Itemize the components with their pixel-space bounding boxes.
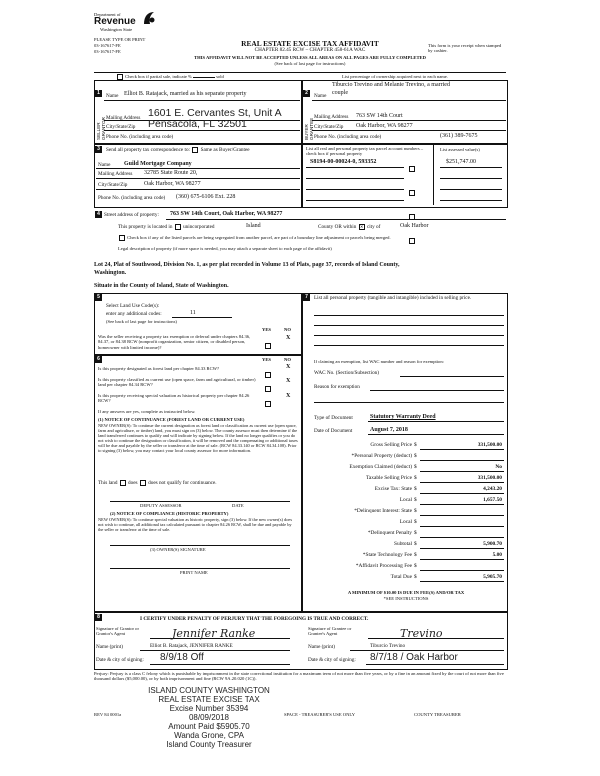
- sale-row: [310, 550, 504, 561]
- tax-mailing-rule: [96, 178, 300, 179]
- sale-row-label: Local: [399, 519, 412, 525]
- print-name-label: PRINT NAME: [180, 570, 208, 575]
- assessed-header: List assessed value(s): [440, 147, 480, 152]
- q1-yes-checkbox[interactable]: [265, 372, 271, 378]
- dor-logo-icon: [142, 10, 156, 26]
- section-6-number: 6: [95, 356, 102, 363]
- sale-row-value[interactable]: 4,243.20: [483, 486, 502, 492]
- same-as-buyer-label: Same as Buyer/Grantee: [200, 147, 250, 154]
- pp-checkbox-1[interactable]: [409, 166, 415, 172]
- sale-row-rule: [420, 471, 504, 472]
- sale-row-currency: $: [414, 442, 417, 448]
- section-4-number: 4: [95, 211, 102, 218]
- sale-row: [310, 506, 504, 517]
- tax-correspondence-label: [106, 147, 250, 153]
- county-label: County OR within: [318, 224, 357, 231]
- tax-city-label: City/State/Zip: [98, 182, 128, 188]
- sale-row-currency: $: [414, 486, 417, 492]
- treasurer-stamp: [134, 686, 284, 749]
- seller-city-rule: [104, 130, 300, 131]
- pp-rule-2: [314, 325, 504, 326]
- land-use-yes: YES: [262, 327, 271, 332]
- buyer-name-line1[interactable]: Tiburcio Trevino and Melanie Trevino, a married: [332, 82, 450, 88]
- seller-name-rule: [104, 100, 300, 101]
- reason-rule-2: [314, 402, 504, 403]
- doc-type[interactable]: Statutory Warranty Deed: [370, 414, 436, 420]
- county-treasurer-label: COUNTY TREASURER: [414, 712, 461, 717]
- sale-row: [310, 484, 504, 495]
- sale-row-currency: $: [414, 574, 417, 580]
- name-left[interactable]: Elliot B. Ratajack, JENNIFER RANKE: [150, 643, 233, 649]
- tax-mailing[interactable]: 32785 State Route 20,: [144, 170, 198, 176]
- stamp-line-5: Amount Paid $5905.70: [168, 722, 250, 731]
- parcel-rule-2: [306, 178, 404, 179]
- name-right-label: Name (print): [308, 644, 335, 650]
- dept-of-text: Department of: [94, 12, 121, 17]
- doc-type-rule: [368, 421, 504, 422]
- sale-row-rule: [420, 570, 504, 571]
- section-1-number: 1: [95, 90, 102, 97]
- tax-phone[interactable]: (360) 675-6106 Ext. 228: [176, 194, 236, 200]
- notice1-body: NEW OWNER(S): To continue the current designation as forest land or classification as current use (open space, farm and agriculture, or timber) land, you must sign on (3) below. The county assessor must then determine if the land transferred continues to qualify and will indicate by signing below. If the land no longer qualifies or you do not wish to continue the designation or classification, it will be removed and the compensating or additional taxes will be due and payable by the seller or transferor at the time of sale. (RCW 84.33.140 or RCW 84.34.108). Prior to signing (3) below, you may contact your local county assessor for more information.: [98, 423, 298, 453]
- exempt-no-mark: X: [286, 335, 291, 341]
- land-use-exempt-q: Was the seller receiving a property tax exemption or deferral under chapters 84.36, 84.37, or 84.38 RCW (nonprofit organization, senior citizen, or disabled person, homeowner with limited income)?: [98, 334, 251, 350]
- buyer-side-label: BUYER GRANTEE: [304, 117, 314, 140]
- street-rule: [166, 219, 506, 220]
- parcel-number[interactable]: S8194-00-00024-0, 593352: [310, 159, 377, 165]
- date-right[interactable]: 8/7/18 / Oak Harbor: [370, 652, 458, 663]
- sale-row-currency: $: [414, 453, 417, 459]
- sale-row: [310, 440, 504, 451]
- sale-row-label: Excise Tax: State: [374, 486, 412, 492]
- seller-phone-label: Phone No. (including area code): [106, 134, 174, 140]
- form-warning: THIS AFFIDAVIT WILL NOT BE ACCEPTED UNLESS ALL AREAS ON ALL PAGES ARE FULLY COMPLETED: [194, 55, 426, 60]
- sale-row-currency: $: [414, 508, 417, 514]
- tax-mailing-label: Mailing Address: [98, 171, 133, 177]
- sale-row-label: *Personal Property (deduct): [351, 453, 412, 459]
- receipt-note: This form is your receipt when stamped by cashier.: [428, 43, 502, 54]
- sale-row-rule: [420, 526, 504, 527]
- personal-property-label: List all personal property (tangible and intangible) included in selling price.: [314, 295, 472, 301]
- tax-correspondence-text: Send all property tax correspondence to:: [106, 147, 190, 154]
- partial-line: [94, 72, 506, 73]
- segregated-checkbox[interactable]: [119, 235, 125, 241]
- notice1-title: (1) NOTICE OF CONTINUANCE (FOREST LAND OR CURRENT USE): [98, 417, 245, 422]
- section-5-number: 5: [95, 294, 102, 301]
- located-row: [118, 224, 508, 230]
- county-value[interactable]: Island: [246, 223, 261, 229]
- sale-row-label: Taxable Selling Price: [365, 475, 412, 481]
- revenue-text: Revenue: [94, 16, 136, 27]
- wac-rule: [400, 376, 504, 377]
- legal-line-2: Washington.: [94, 270, 127, 276]
- forest-q3-yes: [264, 395, 272, 413]
- land-use-code-rule: [172, 317, 232, 318]
- date-right-label: Date & city of signing:: [308, 657, 356, 663]
- seller-name-label: Name: [106, 93, 119, 99]
- sale-row-rule: [420, 504, 504, 505]
- sale-row-rule: [420, 537, 504, 538]
- parcel-rule-1: [306, 167, 404, 168]
- sale-row-currency: $: [414, 497, 417, 503]
- sale-row-currency: $: [414, 475, 417, 481]
- sale-row: [310, 572, 504, 583]
- sold-label: sold: [216, 74, 224, 80]
- assessed-rule-3: [440, 189, 502, 190]
- sale-row-currency: $: [414, 519, 417, 525]
- land-does-label: This land: [98, 480, 118, 487]
- sale-row: [310, 561, 504, 572]
- doc-date[interactable]: August 7, 2018: [370, 427, 408, 433]
- name-left-label: Name (print): [96, 644, 123, 650]
- date-left-rule: [150, 664, 290, 665]
- sale-row-currency: $: [414, 541, 417, 547]
- stamp-line-6: Wanda Grone, CPA: [174, 731, 244, 740]
- seller-mailing-label: Mailing Address: [106, 115, 141, 121]
- sale-row: [310, 528, 504, 539]
- sale-row-rule: [420, 581, 504, 582]
- unincorporated-label: unincorporated: [183, 224, 215, 231]
- buyer-city-label: City/State/Zip: [314, 124, 344, 130]
- land-use-additional-label: enter any additional codes:: [106, 311, 162, 317]
- sale-row-label: Subtotal: [394, 541, 412, 547]
- sale-row-rule: [420, 515, 504, 516]
- pp-rule-4: [314, 345, 504, 346]
- land-use-select-label: Select Land Use Code(s):: [106, 303, 160, 309]
- print-name-rule: [110, 568, 290, 569]
- street-address[interactable]: 763 SW 14th Court, Oak Harbor, WA 98277: [170, 211, 283, 217]
- date-right-rule: [366, 664, 504, 665]
- sale-row-value[interactable]: 5,900.70: [483, 541, 502, 547]
- seller-city[interactable]: Pensacola, FL 32501: [148, 118, 247, 130]
- please-type: PLEASE TYPE OR PRINT: [94, 37, 146, 42]
- section-2-number: 2: [303, 90, 310, 97]
- tax-city-rule: [96, 189, 300, 190]
- sale-row: [310, 462, 504, 473]
- legal-line-3: Situate in the County of Island, State of Washington.: [94, 283, 229, 289]
- buyer-name-rule: [312, 100, 506, 101]
- minimum-note: A MINIMUM OF $10.00 IS DUE IN FEE(S) AND/OR TAX: [347, 590, 465, 595]
- date-left[interactable]: 8/9/18 Off: [160, 652, 204, 663]
- sale-row-value[interactable]: No: [495, 464, 502, 470]
- owner-sig-label: (3) OWNER(S) SIGNATURE: [150, 547, 206, 552]
- treasurer-use-label: SPACE - TREASURER'S USE ONLY: [284, 712, 356, 717]
- sale-row-rule: [420, 493, 504, 494]
- sale-row-label: *Delinquent Interest: State: [354, 508, 412, 514]
- form-code-1: 03-167617-FE: [94, 43, 121, 48]
- sale-row: [310, 539, 504, 550]
- name-right[interactable]: Tiburcio Trevino: [370, 643, 406, 649]
- seller-name[interactable]: Elliot B. Ratajack, married as his separate property: [124, 91, 247, 97]
- street-label: Street address of property:: [104, 212, 159, 218]
- sale-row-label: Exemption Claimed (deduct): [349, 464, 412, 470]
- assessed-rule-4: [440, 200, 502, 201]
- assessed-rule-2: [440, 178, 502, 179]
- sale-row-currency: $: [414, 464, 417, 470]
- land-parcels-row: [118, 235, 508, 241]
- deputy-rule: [110, 501, 290, 502]
- notice2-title: (2) NOTICE OF COMPLIANCE (HISTORIC PROPERTY): [110, 511, 229, 516]
- parcel-col-divider: [433, 145, 434, 205]
- sale-row-label: *Delinquent Penalty: [367, 530, 412, 536]
- assessed-rule-1: [440, 167, 502, 168]
- tax-name-label: Name: [98, 162, 111, 168]
- sale-row-value[interactable]: 331,500.00: [477, 475, 502, 481]
- county-row: [318, 224, 380, 230]
- assessed-value[interactable]: $251,747.00: [446, 159, 476, 165]
- seller-side-label: SELLER GRANTOR: [96, 117, 106, 140]
- sale-row-rule: [420, 548, 504, 549]
- forest-if-yes: If any answers are yes, complete as instructed below.: [98, 409, 196, 414]
- buyer-name-line2[interactable]: couple: [332, 90, 348, 96]
- tax-name-rule: [96, 168, 300, 169]
- buyer-mailing[interactable]: 763 SW 14th Court: [356, 113, 403, 119]
- does-label: does: [128, 480, 138, 487]
- seller-city-label: City/State/Zip: [106, 124, 136, 130]
- parcel-header: List all real and personal property tax parcel account numbers – check box if personal property: [306, 146, 424, 157]
- date-left-label: Date & city of signing:: [96, 657, 144, 663]
- sale-row-value[interactable]: 1,657.50: [483, 497, 502, 503]
- owner-sig-rule: [110, 545, 290, 546]
- form-code-2: 03-167617-FE: [94, 49, 121, 54]
- stamp-line-3: Excise Number 35394: [169, 704, 249, 713]
- city-value[interactable]: Oak Harbor: [400, 223, 429, 229]
- sale-row-value[interactable]: 331,500.00: [477, 442, 502, 448]
- located-label: This property is located in: [118, 224, 173, 231]
- tax-city[interactable]: Oak Harbor, WA 98277: [144, 181, 201, 187]
- sale-row-rule: [420, 559, 504, 560]
- within-city-checkbox[interactable]: ✕: [359, 224, 364, 229]
- sale-row-currency: $: [414, 530, 417, 536]
- sale-row-currency: $: [414, 563, 417, 569]
- section-3-number: 3: [95, 146, 102, 153]
- land-use-see-back: (See back of last page for instructions): [106, 319, 177, 324]
- form-subtitle: CHAPTER 82.45 RCW – CHAPTER 458-61A WAC: [254, 47, 366, 53]
- deputy-date-label: DATE: [232, 503, 244, 508]
- tax-phone-label: Phone No. (including area code): [98, 195, 166, 201]
- sale-row-currency: $: [414, 552, 417, 558]
- see-instructions-note: *SEE INSTRUCTIONS: [383, 596, 429, 601]
- forest-q2: Is this property classified as current use (open space, farm and agricultural, or timber) land per chapter 84.34 RCW?: [98, 377, 256, 388]
- tax-name[interactable]: Guild Mortgage Company: [124, 161, 192, 167]
- buyer-mailing-label: Mailing Address: [314, 114, 349, 120]
- q2-yes-checkbox[interactable]: [265, 386, 271, 392]
- segregated-label: Check box if any of the listed parcels are being segregated from another parcel, are part of a boundary line adjustment or parcels being merged.: [127, 235, 391, 241]
- parcel-rule-4: [306, 200, 404, 201]
- forest-no: NO: [284, 357, 291, 362]
- pp-checkbox-2[interactable]: [409, 190, 415, 196]
- stamp-line-7: Island County Treasurer: [166, 740, 252, 749]
- same-as-buyer-checkbox[interactable]: [192, 147, 198, 153]
- land-use-code[interactable]: 11: [190, 310, 196, 316]
- forest-yes: YES: [262, 357, 271, 362]
- sale-row-label: Total Due: [390, 574, 412, 580]
- partial-sale-label: Check box if partial sale, indicate %: [125, 74, 192, 80]
- pp-rule-3: [314, 335, 504, 336]
- buyer-name-label: Name: [314, 93, 327, 99]
- buyer-mailing-rule: [312, 120, 506, 121]
- sale-row-label: Gross Selling Price: [370, 442, 412, 448]
- exempt-yes-checkbox[interactable]: [265, 343, 271, 349]
- sale-row-rule: [420, 449, 504, 450]
- forest-q1: Is this property designated as forest land per chapter 84.33 RCW?: [98, 366, 220, 371]
- name-right-rule: [350, 650, 504, 651]
- land-does-row: [98, 480, 217, 486]
- forest-q2-ans: X: [286, 378, 291, 384]
- sale-row: [310, 495, 504, 506]
- washington-state-text: Washington State: [100, 27, 133, 32]
- does-not-checkbox[interactable]: [140, 480, 146, 486]
- land-use-exempt-checks: [264, 337, 272, 355]
- sale-row-label: Local: [399, 497, 412, 503]
- stamp-line-2: REAL ESTATE EXCISE TAX: [158, 695, 260, 704]
- name-left-rule: [140, 650, 290, 651]
- reason-label: Reason for exemption: [314, 384, 360, 390]
- section-7-number: 7: [303, 294, 310, 301]
- buyer-city[interactable]: Oak Harbor, WA 98277: [356, 123, 413, 129]
- dor-logo: [94, 12, 154, 38]
- parcel-rule-3: [306, 189, 404, 190]
- wac-label: WAC No. (Section/Subsection): [314, 370, 379, 376]
- perjury-statement: Perjury: Perjury is a class C felony which is punishable by imprisonment in the state correctional institution for a maximum term of not more than five years, or by a fine in an amount fixed by the court of not more than five thousand dollars ($5,000.00), or by both imprisonment and fine (RCW 9A.20.020 (1C)).: [94, 671, 504, 682]
- sale-row: [310, 473, 504, 484]
- rev-code: REV 84 0001a: [94, 712, 122, 717]
- sale-table: [310, 440, 504, 583]
- pp-rule-1: [314, 315, 504, 316]
- notice2-body: NEW OWNER(S): To continue special valuation as historic property, sign (3) below. If the new owner(s) does not wish to continue, all additional tax calculated pursuant to chapter 84.26 RCW, shall be due and payable by the seller or transferor at the time of sale.: [98, 517, 293, 532]
- forest-q3: Is this property receiving special valuation as historical property per chapter 84.26 RCW?: [98, 393, 250, 404]
- form-title: REAL ESTATE EXCISE TAX AFFIDAVIT: [241, 39, 379, 48]
- sale-row-rule: [420, 482, 504, 483]
- land-use-no: NO: [284, 327, 291, 332]
- sale-row-label: *State Technology Fee: [362, 552, 412, 558]
- section-8-number: 8: [95, 614, 102, 621]
- sale-row: [310, 451, 504, 462]
- ownership-note: List percentage of ownership acquired next to each name.: [342, 74, 448, 79]
- doc-date-rule: [368, 434, 504, 435]
- q3-yes-checkbox[interactable]: [265, 401, 271, 407]
- doc-date-label: Date of Document: [314, 428, 353, 434]
- deputy-label: DEPUTY ASSESSOR: [140, 503, 182, 508]
- stamp-line-4: 08/09/2018: [188, 713, 230, 722]
- buyer-phone-label: Phone No. (including area code): [314, 134, 382, 140]
- doc-type-label: Type of Document: [314, 415, 353, 421]
- forest-q3-ans: X: [286, 393, 291, 399]
- legal-label: Legal description of property (if more space is needed, you may attach a separate sheet to each page of the affidavit): [118, 246, 332, 251]
- reason-rule: [370, 390, 504, 391]
- sale-row-label: *Affidavit Processing Fee: [355, 563, 412, 569]
- city-of-label: city of: [366, 224, 381, 231]
- forest-q1-ans: X: [286, 364, 291, 370]
- unincorporated-checkbox[interactable]: [175, 224, 181, 230]
- seller-mailing[interactable]: 1601 E. Cervantes St, Unit A: [148, 107, 282, 119]
- buyer-city-rule: [312, 130, 506, 131]
- stamp-line-1: ISLAND COUNTY WASHINGTON: [148, 686, 270, 695]
- sale-row-value[interactable]: 5.00: [492, 552, 502, 558]
- sig-right-signature[interactable]: Trevino: [400, 627, 443, 640]
- sig-left-label: Signature of Grantor or Grantor's Agent: [96, 626, 139, 637]
- certify-statement: I CERTIFY UNDER PENALTY OF PERJURY THAT THE FOREGOING IS TRUE AND CORRECT.: [140, 616, 369, 622]
- sale-row-rule: [420, 460, 504, 461]
- sig-right-label: Signature of Grantee or Grantee's Agent: [308, 626, 352, 637]
- see-back-header: (See back of last page for instructions): [274, 61, 346, 66]
- does-not-label: does not qualify for continuance.: [148, 480, 217, 487]
- exemption-label: If claiming an exemption, list WAC number and reason for exemption:: [314, 359, 444, 364]
- does-checkbox[interactable]: [120, 480, 126, 486]
- sale-row: [310, 517, 504, 528]
- legal-line-1: Lot 24, Plat of Southwood, Division No. 1, as per plat recorded in Volume 13 of Plats, page 37, records of Island County,: [94, 262, 400, 268]
- sig-left-signature[interactable]: Jennifer Ranke: [172, 627, 256, 640]
- sale-row-value[interactable]: 5,905.70: [483, 574, 502, 580]
- buyer-phone[interactable]: (361) 389-7675: [440, 133, 478, 139]
